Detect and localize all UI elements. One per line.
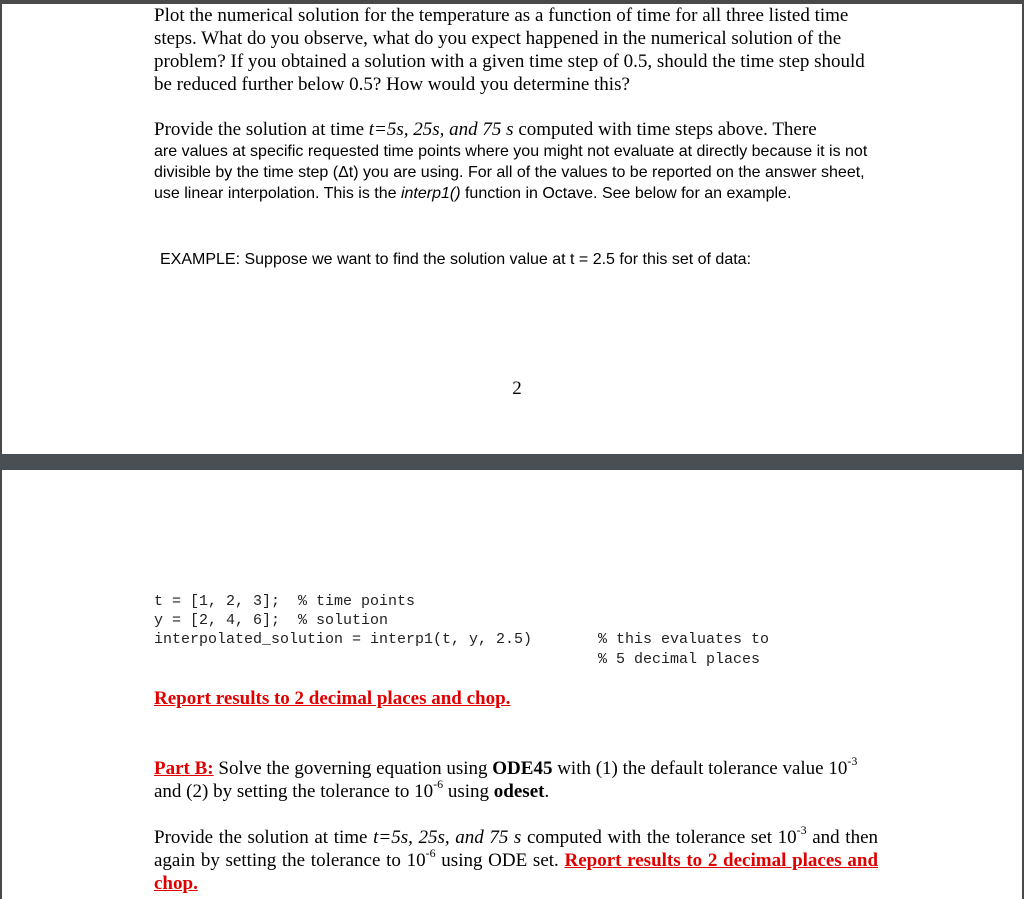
- part-b-paragraph: Part B: Solve the governing equation using ODE45 with (1) the default tolerance value $10^{-3}$ and (2) by setting the tolerance to $10^{-6}$ using odeset.: [154, 753, 858, 802]
- final-time-points: t=5s, 25s, and 75 s: [373, 827, 522, 848]
- document-page-2: [0, 470, 1024, 899]
- code-line-1: t = [1, 2, 3]; % time points: [154, 593, 416, 610]
- time-points-text: t=5s, 25s, and 75 s: [368, 119, 514, 140]
- page-number: 2: [512, 378, 522, 399]
- odeset-label: odeset: [493, 781, 545, 802]
- example-intro: EXAMPLE: Suppose we want to find the solution value at t = 2.5 for this set of data:: [160, 251, 752, 268]
- solution-request-paragraph: Provide the solution at time t=5s, 25s, and 75 s computed with time steps above. There are values at specific requested time points where you might not evaluate at directly because it is not divisible by the time step (Δt) you are using. For all of the values to be reported on the answer sheet, use linear interpolation. This is the interp1() function in Octave. See below for an example.: [154, 119, 868, 202]
- interp1-function-name: interp1(): [400, 185, 461, 202]
- final-report-note: Report results to 2 decimal places and chop.: [154, 850, 879, 894]
- plot-instructions-paragraph: [154, 4, 882, 96]
- plot-instructions-text: Plot the numerical solution for the temperature as a function of time for all three listed time steps. What do you observe, what do you expect happened in the numerical solution of the problem? If you obtained a solution with a given time step of 0.5, should the time step should be reduced further below 0.5? How would you determine this?: [154, 5, 865, 95]
- part-b-label: Part B:: [154, 758, 214, 779]
- code-comment-2: % 5 decimal places: [598, 651, 761, 668]
- ode45-label: ODE45: [492, 758, 553, 779]
- code-line-3: interpolated_solution = interp1(t, y, 2.5): [154, 631, 533, 648]
- code-line-2: y = [2, 4, 6]; % solution: [154, 612, 389, 629]
- page-separator: [0, 454, 1024, 470]
- code-comment-1: % this evaluates to: [598, 631, 770, 648]
- report-note: Report results to 2 decimal places and chop.: [154, 688, 511, 709]
- final-instructions-paragraph: Provide the solution at time t=5s, 25s, and 75 s computed with the tolerance set $10^{-3}$ and then again by setting the tolerance to $10^{-6}$ using ODE set. Report results to 2 decimal places and chop.: [154, 822, 879, 894]
